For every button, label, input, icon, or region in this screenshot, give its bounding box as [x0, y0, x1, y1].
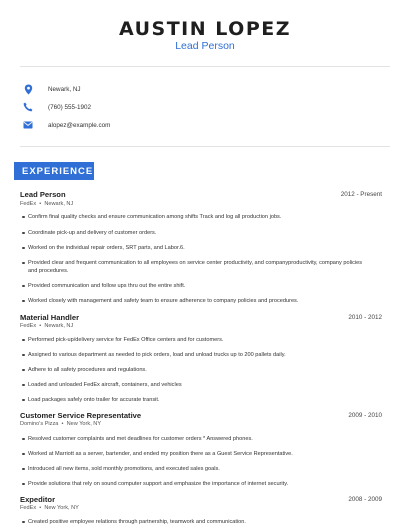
job-company-line: FedEx • Newark, NJ	[20, 201, 74, 207]
list-item: Created positive employee relations through partnership, teamwork and communication.	[22, 518, 372, 526]
list-item: Worked at Marriott as a server, bartender, and ended my position there as a Guest Service Representative.	[22, 450, 372, 458]
bullet-icon	[22, 468, 25, 471]
phone-text: (760) 555-1902	[48, 103, 92, 111]
job-title: Lead Person	[20, 190, 66, 199]
candidate-name: AUSTIN LOPEZ	[118, 18, 292, 40]
list-item: Loaded and unloaded FedEx aircraft, containers, and vehicles	[22, 381, 372, 389]
bullet-icon	[22, 521, 25, 524]
bullet-icon	[22, 354, 25, 357]
company-name: FedEx	[20, 323, 37, 329]
list-item: Provided clear and frequent communication to all employees on service center productivity, and companyproductivity, company policies and procedures.	[22, 259, 372, 275]
bullet-icon	[22, 399, 25, 402]
bullet-icon	[22, 369, 25, 372]
contact-phone	[22, 100, 91, 114]
company-name: FedEx	[20, 505, 37, 511]
list-item: Introduced all new items, sold monthly promotions, and executed sales goals.	[22, 465, 372, 473]
bullet-icon	[22, 384, 25, 387]
bullet-icon	[22, 339, 25, 342]
experience-heading: EXPERIENCE	[14, 162, 94, 180]
company-name: FedEx	[20, 201, 37, 207]
company-name: Domino's Pizza	[20, 421, 59, 427]
contact-divider	[20, 146, 390, 147]
job-dates: 2010 - 2012	[348, 314, 382, 321]
bullet-icon	[22, 216, 25, 219]
list-item: Assigned to various department as needed to pick orders, load and unload trucks up to 200 pallets daily.	[22, 351, 372, 359]
job-dates: 2008 - 2009	[348, 496, 382, 503]
job-dates: 2012 - Present	[340, 191, 382, 198]
bullet-icon	[22, 453, 25, 456]
bullet-icon	[22, 483, 25, 486]
job-title: Expeditor	[20, 495, 56, 504]
list-item: Load packages safely onto trailer for accurate transit.	[22, 396, 372, 404]
list-item: Worked closely with management and safety team to ensure adherence to company policies and procedures.	[22, 297, 372, 305]
candidate-role: Lead Person	[175, 40, 235, 52]
bullet-icon	[22, 300, 25, 303]
bullet-icon	[22, 232, 25, 235]
list-item: Performed pick-up/delivery service for FedEx Office centers and for customers.	[22, 336, 372, 344]
job-company-line: FedEx • Newark, NJ	[20, 323, 74, 329]
bullet-icon	[22, 285, 25, 288]
header-divider	[20, 66, 390, 67]
list-item: Provided communication and follow ups thru out the entire shift.	[22, 282, 372, 290]
phone-icon	[22, 101, 34, 113]
job-dates: 2009 - 2010	[348, 412, 382, 419]
bullet-icon	[22, 438, 25, 441]
job-company-line: Domino's Pizza • New York, NY	[20, 421, 102, 427]
list-item: Confirm final quality checks and ensure communication among shifts Track and log all production jobs.	[22, 213, 372, 221]
contact-email	[22, 118, 110, 132]
location-text: Newark, NJ	[48, 85, 81, 93]
job-company-line: FedEx • New York, NY	[20, 505, 79, 511]
list-item: Resolved customer complaints and met deadlines for customer orders * Answered phones.	[22, 435, 372, 443]
list-item: Worked on the individual repair orders, SRT parts, and Labor.6.	[22, 244, 372, 252]
bullet-icon	[22, 262, 25, 265]
email-text: alopez@example.com	[48, 121, 111, 129]
list-item: Coordinate pick-up and delivery of customer orders.	[22, 229, 372, 237]
company-location: New York, NY	[66, 421, 102, 427]
bullet-icon	[22, 247, 25, 250]
contact-location	[22, 82, 81, 96]
envelope-icon	[22, 119, 34, 131]
job-title: Material Handler	[20, 313, 80, 322]
company-location: Newark, NJ	[44, 201, 74, 207]
list-item: Adhere to all safety procedures and regulations.	[22, 366, 372, 374]
company-location: Newark, NJ	[44, 323, 74, 329]
map-pin-icon	[22, 83, 34, 95]
job-title: Customer Service Representative	[20, 411, 142, 420]
company-location: New York, NY	[44, 505, 79, 511]
list-item: Provide solutions that rely on sound computer support and emphasize the importance of internet security.	[22, 480, 372, 488]
